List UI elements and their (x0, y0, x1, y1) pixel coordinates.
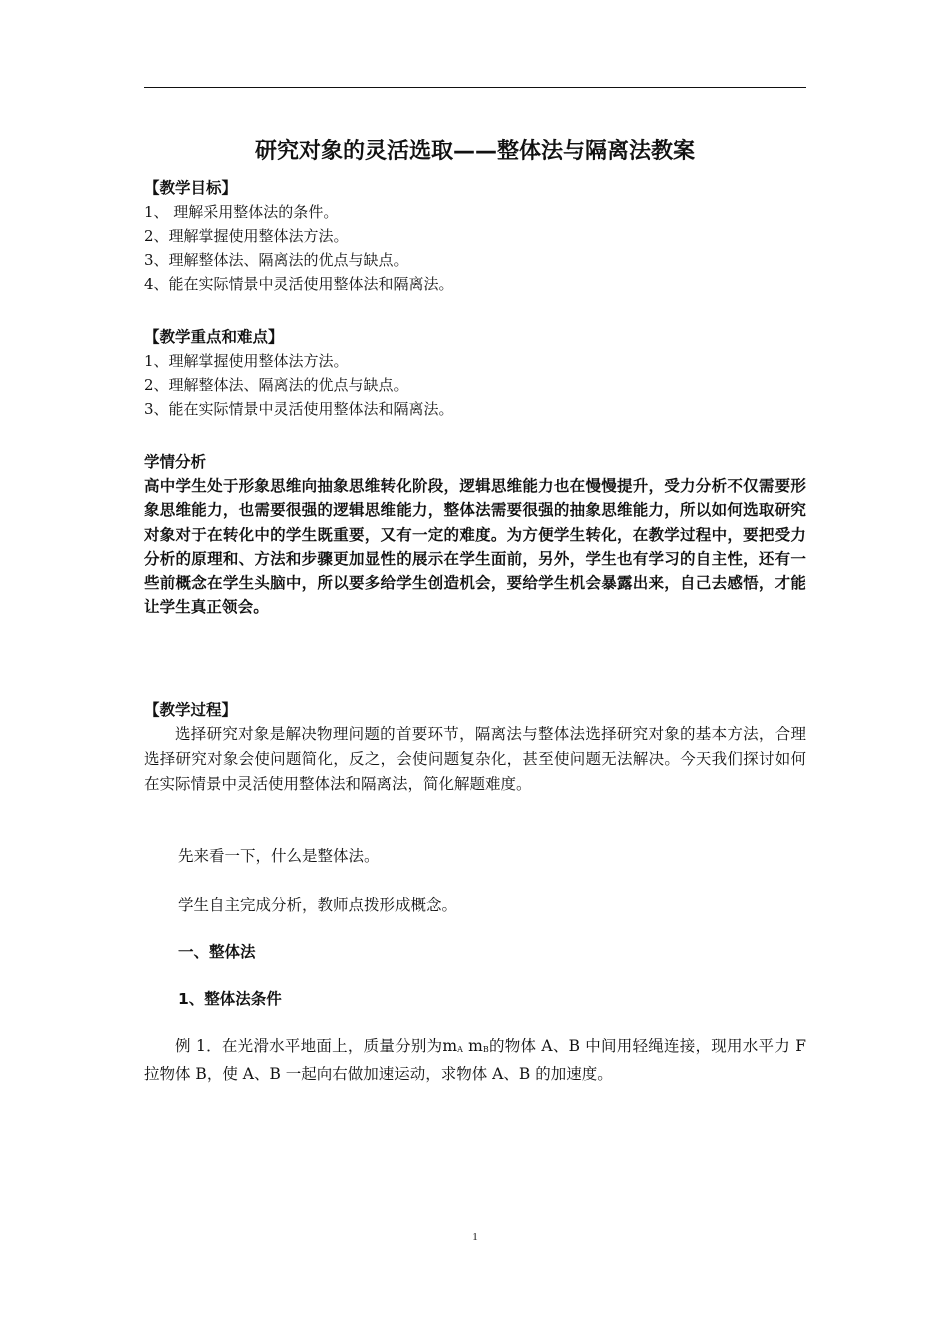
objective-item-3: 3、理解整体法、隔离法的优点与缺点。 (144, 251, 409, 269)
process-line-2-block (144, 893, 806, 917)
analysis-heading: 学情分析 (144, 453, 207, 471)
subsection-title: 1、整体法条件 (178, 990, 282, 1008)
analysis-paragraph: 高中学生处于形象思维向抽象思维转化阶段，逻辑思维能力也在慢慢提升，受力分析不仅需要形象思维能力，也需要很强的逻辑思维能力，整体法需要很强的抽象思维能力，所以如何选取研究对象对于在转化中的学生既重要，又有一定的难度。为方便学生转化，在教学过程中，要把受力分析的原理和、方法和步骤更加显性的展示在学生面前，另外，学生也有学习的自主性，还有一些前概念在学生头脑中，所以要多给学生创造机会，要给学生机会暴露出来，自己去感悟，才能让学生真正领会。 (144, 477, 806, 617)
key-point-item-2: 2、理解整体法、隔离法的优点与缺点。 (144, 376, 409, 394)
header-rule (144, 87, 806, 88)
example-subscript-a: A (457, 1045, 463, 1054)
key-points-heading: 【教学重点和难点】 (144, 328, 284, 346)
key-point-item-1: 1、理解掌握使用整体法方法。 (144, 352, 349, 370)
objectives-section (144, 176, 806, 296)
example-text-mid: m (462, 1037, 483, 1055)
process-line-1: 先来看一下，什么是整体法。 (178, 847, 380, 865)
process-section (144, 698, 806, 797)
example-text-part2: 的物体 A、B 中间用轻绳连接，现用水平力 F 拉物体 B，使 A、B 一起向右做加速运动，求物体 A、B 的加速度。 (144, 1037, 807, 1083)
document-title: 研究对象的灵活选取——整体法与隔离法教案 (254, 139, 695, 164)
example-paragraph (144, 1034, 806, 1087)
process-line-1-block (144, 844, 806, 868)
section-title: 一、整体法 (178, 943, 256, 961)
section-title-block (144, 940, 806, 964)
process-intro-paragraph: 选择研究对象是解决物理问题的首要环节，隔离法与整体法选择研究对象的基本方法，合理选择研究对象会使问题简化，反之，会使问题复杂化，甚至使问题无法解决。今天我们探讨如何在实际情景中灵活使用整体法和隔离法，简化解题难度。 (144, 725, 806, 793)
objective-item-1: 1、 理解采用整体法的条件。 (144, 203, 339, 221)
objective-item-4: 4、能在实际情景中灵活使用整体法和隔离法。 (144, 275, 454, 293)
example-subscript-b: B (482, 1045, 489, 1054)
objective-item-2: 2、理解掌握使用整体法方法。 (144, 227, 349, 245)
objectives-heading: 【教学目标】 (144, 179, 238, 197)
key-points-section (144, 325, 806, 421)
example-text-part1: 例 1．在光滑水平地面上，质量分别为m (175, 1037, 458, 1055)
page-number: 1 (472, 1231, 478, 1243)
key-point-item-3: 3、能在实际情景中灵活使用整体法和隔离法。 (144, 400, 454, 418)
analysis-section (144, 450, 806, 620)
process-heading: 【教学过程】 (144, 701, 238, 719)
example-block (144, 1034, 806, 1087)
process-line-2: 学生自主完成分析，教师点拨形成概念。 (178, 896, 458, 914)
subsection-title-block (144, 987, 806, 1011)
